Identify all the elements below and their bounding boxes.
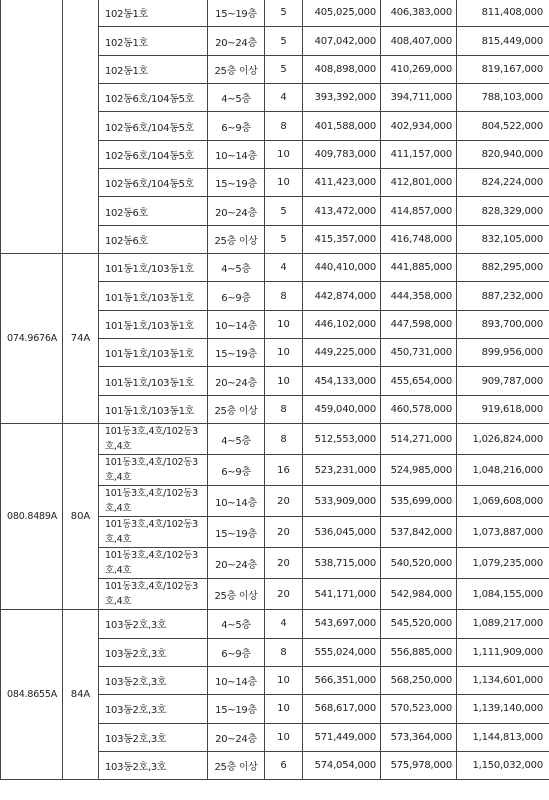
building-price-cell: 416,748,000 [381, 225, 457, 253]
unit-cell: 103동2호,3호 [99, 610, 208, 638]
land-price-cell: 401,588,000 [303, 112, 381, 140]
count-cell: 20 [265, 548, 303, 579]
count-cell: 16 [265, 455, 303, 486]
unit-cell: 101동1호/103동1호 [99, 310, 208, 338]
count-cell: 20 [265, 579, 303, 610]
unit-cell: 103동2호,3호 [99, 638, 208, 666]
building-price-cell: 570,523,000 [381, 695, 457, 723]
unit-cell: 102동6호/104동5호 [99, 112, 208, 140]
unit-cell: 101동3호,4호/102동3호,4호 [99, 486, 208, 517]
unit-cell: 102동6호 [99, 225, 208, 253]
building-price-cell: 402,934,000 [381, 112, 457, 140]
land-price-cell: 393,392,000 [303, 84, 381, 112]
total-price-cell: 893,700,000 [457, 310, 549, 338]
model-cell [1, 0, 63, 254]
type-cell: 74A [63, 254, 99, 424]
count-cell: 8 [265, 395, 303, 423]
total-price-cell: 919,618,000 [457, 395, 549, 423]
total-price-cell: 887,232,000 [457, 282, 549, 310]
building-price-cell: 460,578,000 [381, 395, 457, 423]
count-cell: 10 [265, 310, 303, 338]
total-price-cell: 1,048,216,000 [457, 455, 549, 486]
floor-cell: 20~24층 [208, 548, 265, 579]
land-price-cell: 408,898,000 [303, 55, 381, 83]
unit-cell: 102동1호 [99, 0, 208, 27]
floor-cell: 10~14층 [208, 486, 265, 517]
building-price-cell: 411,157,000 [381, 140, 457, 168]
floor-cell: 10~14층 [208, 140, 265, 168]
floor-cell: 15~19층 [208, 695, 265, 723]
type-cell: 84A [63, 610, 99, 780]
floor-cell: 4~5층 [208, 424, 265, 455]
count-cell: 4 [265, 84, 303, 112]
land-price-cell: 454,133,000 [303, 367, 381, 395]
total-price-cell: 909,787,000 [457, 367, 549, 395]
total-price-cell: 1,079,235,000 [457, 548, 549, 579]
building-price-cell: 514,271,000 [381, 424, 457, 455]
floor-cell: 25층 이상 [208, 579, 265, 610]
total-price-cell: 1,084,155,000 [457, 579, 549, 610]
building-price-cell: 524,985,000 [381, 455, 457, 486]
count-cell: 10 [265, 367, 303, 395]
unit-cell: 101동3호,4호/102동3호,4호 [99, 455, 208, 486]
unit-cell: 102동6호/104동5호 [99, 169, 208, 197]
total-price-cell: 1,089,217,000 [457, 610, 549, 638]
total-price-cell: 1,150,032,000 [457, 751, 549, 779]
count-cell: 8 [265, 424, 303, 455]
floor-cell: 6~9층 [208, 112, 265, 140]
land-price-cell: 415,357,000 [303, 225, 381, 253]
land-price-cell: 413,472,000 [303, 197, 381, 225]
count-cell: 10 [265, 140, 303, 168]
unit-cell: 101동1호/103동1호 [99, 367, 208, 395]
building-price-cell: 410,269,000 [381, 55, 457, 83]
count-cell: 5 [265, 197, 303, 225]
total-price-cell: 899,956,000 [457, 339, 549, 367]
land-price-cell: 533,909,000 [303, 486, 381, 517]
unit-cell: 101동3호,4호/102동3호,4호 [99, 579, 208, 610]
unit-cell: 102동6호/104동5호 [99, 140, 208, 168]
land-price-cell: 411,423,000 [303, 169, 381, 197]
building-price-cell: 406,383,000 [381, 0, 457, 27]
building-price-cell: 412,801,000 [381, 169, 457, 197]
floor-cell: 25층 이상 [208, 395, 265, 423]
count-cell: 10 [265, 169, 303, 197]
floor-cell: 20~24층 [208, 27, 265, 55]
land-price-cell: 538,715,000 [303, 548, 381, 579]
floor-cell: 10~14층 [208, 666, 265, 694]
count-cell: 8 [265, 638, 303, 666]
table-row [1, 424, 549, 455]
unit-cell: 101동1호/103동1호 [99, 395, 208, 423]
type-cell: 80A [63, 424, 99, 610]
land-price-cell: 523,231,000 [303, 455, 381, 486]
unit-cell: 102동6호 [99, 197, 208, 225]
building-price-cell: 545,520,000 [381, 610, 457, 638]
land-price-cell: 405,025,000 [303, 0, 381, 27]
land-price-cell: 568,617,000 [303, 695, 381, 723]
land-price-cell: 543,697,000 [303, 610, 381, 638]
floor-cell: 4~5층 [208, 84, 265, 112]
model-cell: 074.9676A [1, 254, 63, 424]
model-cell: 084.8655A [1, 610, 63, 780]
table-row [1, 254, 549, 282]
floor-cell: 25층 이상 [208, 55, 265, 83]
count-cell: 10 [265, 695, 303, 723]
total-price-cell: 832,105,000 [457, 225, 549, 253]
count-cell: 5 [265, 55, 303, 83]
building-price-cell: 540,520,000 [381, 548, 457, 579]
total-price-cell: 1,139,140,000 [457, 695, 549, 723]
floor-cell: 15~19층 [208, 169, 265, 197]
land-price-cell: 407,042,000 [303, 27, 381, 55]
building-price-cell: 447,598,000 [381, 310, 457, 338]
total-price-cell: 1,111,909,000 [457, 638, 549, 666]
count-cell: 8 [265, 282, 303, 310]
count-cell: 10 [265, 339, 303, 367]
total-price-cell: 788,103,000 [457, 84, 549, 112]
total-price-cell: 815,449,000 [457, 27, 549, 55]
floor-cell: 10~14층 [208, 310, 265, 338]
unit-cell: 101동1호/103동1호 [99, 339, 208, 367]
land-price-cell: 571,449,000 [303, 723, 381, 751]
count-cell: 5 [265, 0, 303, 27]
unit-cell: 103동2호,3호 [99, 666, 208, 694]
count-cell: 10 [265, 666, 303, 694]
total-price-cell: 1,069,608,000 [457, 486, 549, 517]
floor-cell: 15~19층 [208, 0, 265, 27]
table-row [1, 610, 549, 638]
count-cell: 5 [265, 225, 303, 253]
count-cell: 20 [265, 517, 303, 548]
count-cell: 4 [265, 254, 303, 282]
building-price-cell: 542,984,000 [381, 579, 457, 610]
unit-cell: 101동3호,4호/102동3호,4호 [99, 424, 208, 455]
unit-cell: 103동2호,3호 [99, 695, 208, 723]
floor-cell: 25층 이상 [208, 225, 265, 253]
total-price-cell: 820,940,000 [457, 140, 549, 168]
land-price-cell: 442,874,000 [303, 282, 381, 310]
floor-cell: 6~9층 [208, 638, 265, 666]
total-price-cell: 1,134,601,000 [457, 666, 549, 694]
building-price-cell: 556,885,000 [381, 638, 457, 666]
building-price-cell: 537,842,000 [381, 517, 457, 548]
floor-cell: 6~9층 [208, 455, 265, 486]
unit-cell: 102동1호 [99, 55, 208, 83]
floor-cell: 4~5층 [208, 254, 265, 282]
count-cell: 8 [265, 112, 303, 140]
total-price-cell: 824,224,000 [457, 169, 549, 197]
total-price-cell: 1,144,813,000 [457, 723, 549, 751]
count-cell: 5 [265, 27, 303, 55]
land-price-cell: 440,410,000 [303, 254, 381, 282]
floor-cell: 6~9층 [208, 282, 265, 310]
count-cell: 4 [265, 610, 303, 638]
count-cell: 20 [265, 486, 303, 517]
total-price-cell: 828,329,000 [457, 197, 549, 225]
building-price-cell: 441,885,000 [381, 254, 457, 282]
type-cell [63, 0, 99, 254]
total-price-cell: 1,073,887,000 [457, 517, 549, 548]
count-cell: 10 [265, 723, 303, 751]
building-price-cell: 568,250,000 [381, 666, 457, 694]
unit-cell: 101동3호,4호/102동3호,4호 [99, 548, 208, 579]
price-table-body [1, 0, 549, 780]
floor-cell: 4~5층 [208, 610, 265, 638]
land-price-cell: 512,553,000 [303, 424, 381, 455]
unit-cell: 101동3호,4호/102동3호,4호 [99, 517, 208, 548]
land-price-cell: 574,054,000 [303, 751, 381, 779]
land-price-cell: 536,045,000 [303, 517, 381, 548]
land-price-cell: 449,225,000 [303, 339, 381, 367]
land-price-cell: 459,040,000 [303, 395, 381, 423]
building-price-cell: 575,978,000 [381, 751, 457, 779]
floor-cell: 25층 이상 [208, 751, 265, 779]
unit-cell: 103동2호,3호 [99, 751, 208, 779]
building-price-cell: 573,364,000 [381, 723, 457, 751]
land-price-cell: 446,102,000 [303, 310, 381, 338]
count-cell: 6 [265, 751, 303, 779]
unit-cell: 101동1호/103동1호 [99, 282, 208, 310]
building-price-cell: 535,699,000 [381, 486, 457, 517]
total-price-cell: 1,026,824,000 [457, 424, 549, 455]
land-price-cell: 566,351,000 [303, 666, 381, 694]
table-row [1, 0, 549, 27]
floor-cell: 20~24층 [208, 723, 265, 751]
building-price-cell: 408,407,000 [381, 27, 457, 55]
total-price-cell: 811,408,000 [457, 0, 549, 27]
building-price-cell: 414,857,000 [381, 197, 457, 225]
floor-cell: 15~19층 [208, 339, 265, 367]
building-price-cell: 444,358,000 [381, 282, 457, 310]
unit-cell: 102동6호/104동5호 [99, 84, 208, 112]
building-price-cell: 394,711,000 [381, 84, 457, 112]
floor-cell: 20~24층 [208, 197, 265, 225]
total-price-cell: 819,167,000 [457, 55, 549, 83]
unit-cell: 101동1호/103동1호 [99, 254, 208, 282]
total-price-cell: 804,522,000 [457, 112, 549, 140]
floor-cell: 20~24층 [208, 367, 265, 395]
total-price-cell: 882,295,000 [457, 254, 549, 282]
land-price-cell: 409,783,000 [303, 140, 381, 168]
floor-cell: 15~19층 [208, 517, 265, 548]
model-cell: 080.8489A [1, 424, 63, 610]
building-price-cell: 455,654,000 [381, 367, 457, 395]
unit-cell: 102동1호 [99, 27, 208, 55]
building-price-cell: 450,731,000 [381, 339, 457, 367]
land-price-cell: 555,024,000 [303, 638, 381, 666]
land-price-cell: 541,171,000 [303, 579, 381, 610]
unit-cell: 103동2호,3호 [99, 723, 208, 751]
